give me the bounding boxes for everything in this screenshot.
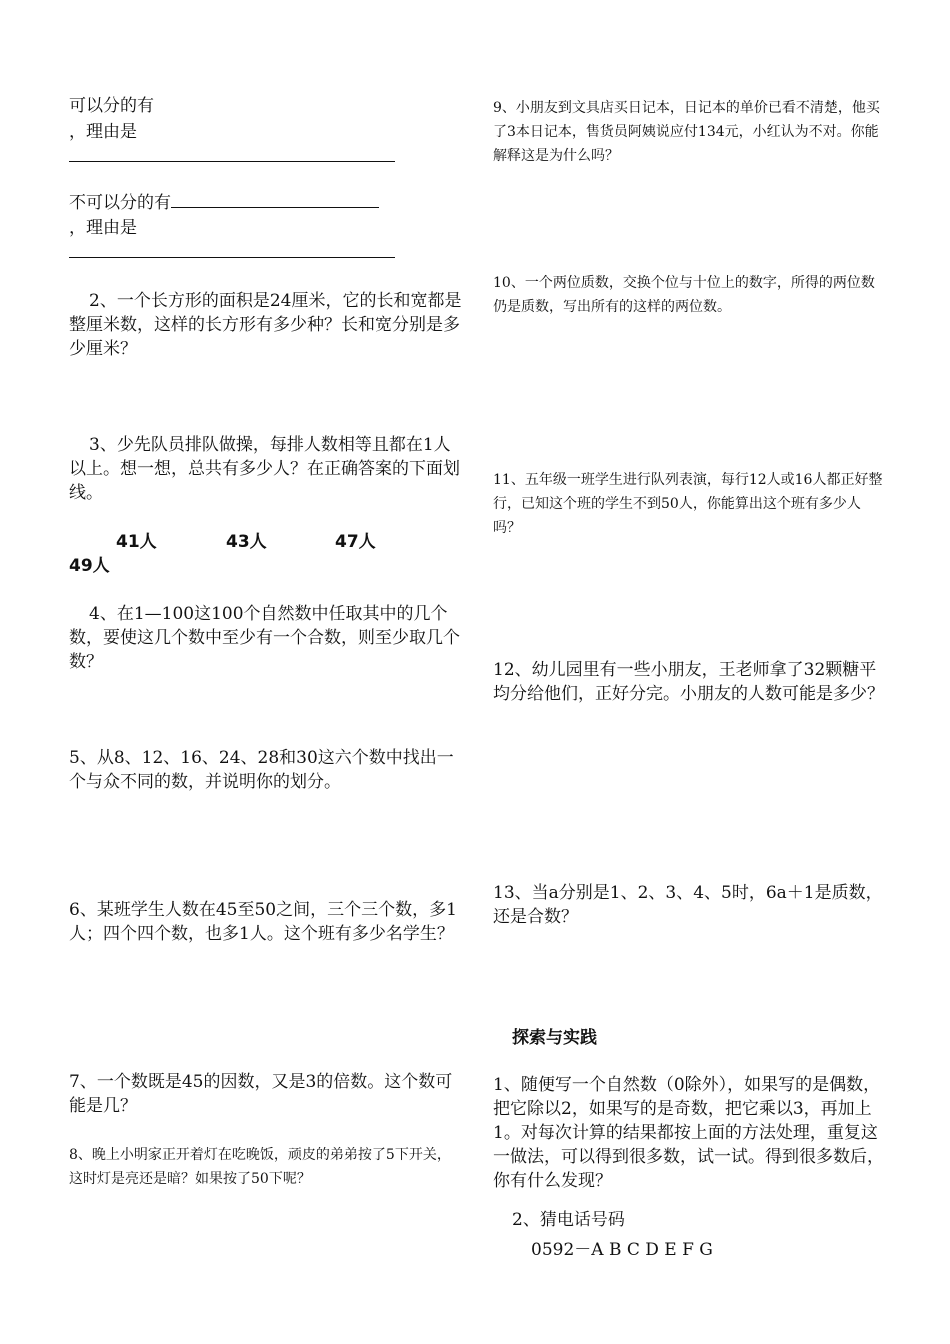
- q1-reason-line-1-cont: [69, 144, 462, 169]
- answer-blank[interactable]: [69, 240, 221, 258]
- q3-option[interactable]: 41人: [116, 532, 157, 552]
- q1-can-line: [69, 94, 462, 118]
- question-11: 11、五年级一班学生进行队列表演，每行12人或16人都正好整行，已知这个班的学生不到50人，你能算出这个班有多少人吗？: [493, 472, 883, 536]
- question-6: 6、某班学生人数在45至50之间，三个三个数，多1人；四个四个数，也多1人。这个班有多少名学生？: [69, 900, 457, 944]
- question-9: 9、小朋友到文具店买日记本，日记本的单价已看不清楚，他买了3本日记本，售货员阿姨说应付134元，小红认为不对。你能解释这是为什么吗？: [493, 100, 880, 164]
- q1-cannot-line: [69, 190, 462, 215]
- q1-reason-label: ，理由是: [69, 122, 137, 142]
- question-13: 13、当a分别是1、2、3、4、5时，6a＋1是质数，还是合数？: [493, 883, 883, 927]
- question-3: 3、少先队员排队做操，每排人数相等且都在1人以上。想一想，总共有多少人？在正确答案的下面划线。: [69, 435, 460, 503]
- q3-option[interactable]: 43人: [226, 532, 267, 552]
- q1-reason-label: ，理由是: [69, 218, 137, 238]
- q3-option[interactable]: 47人: [335, 532, 376, 552]
- q3-options-wrap: [69, 554, 462, 578]
- answer-blank[interactable]: [69, 144, 164, 162]
- explore-1: 1、随便写一个自然数（0除外），如果写的是偶数，把它除以2，如果写的是奇数，把它乘以3，再加上1。对每次计算的结果都按上面的方法处理，重复这一做法，可以得到很多数，试一试。得到很多数后，你有什么发现？: [493, 1075, 884, 1191]
- question-12: 12、幼儿园里有一些小朋友，王老师拿了32颗糖平均分给他们，正好分完。小朋友的人数可能是多少？: [493, 660, 884, 704]
- explore-2: 2、猜电话号码: [512, 1210, 625, 1230]
- question-8: 8、晚上小明家正开着灯在吃晚饭，顽皮的弟弟按了5下开关，这时灯是亮还是暗？如果按了50下呢？: [69, 1147, 451, 1187]
- q1-cannot-label: 不可以分的有: [69, 193, 171, 213]
- q1-reason-line-2-cont: [69, 240, 462, 265]
- section-title: 探索与实践: [512, 1028, 597, 1048]
- question-5: 5、从8、12、16、24、28和30这六个数中找出一个与众不同的数，并说明你的划分。: [69, 748, 454, 792]
- question-10: 10、一个两位质数，交换个位与十位上的数字，所得的两位数仍是质数，写出所有的这样的两位数。: [493, 275, 875, 315]
- question-4: 4、在1—100这100个自然数中任取其中的几个数，要使这几个数中至少有一个合数，则至少取几个数？: [69, 604, 460, 672]
- answer-blank[interactable]: [171, 190, 379, 208]
- q3-options: [69, 530, 462, 554]
- question-7: 7、一个数既是45的因数，又是3的倍数。这个数可能是几？: [69, 1072, 453, 1116]
- question-2: 2、一个长方形的面积是24厘米，它的长和宽都是整厘米数，这样的长方形有多少种？长和宽分别是多少厘米？: [69, 291, 462, 359]
- q1-can-label: 可以分的有: [69, 96, 154, 116]
- phone-number: 0592－A B C D E F G: [531, 1240, 713, 1260]
- q3-option[interactable]: 49人: [69, 556, 110, 576]
